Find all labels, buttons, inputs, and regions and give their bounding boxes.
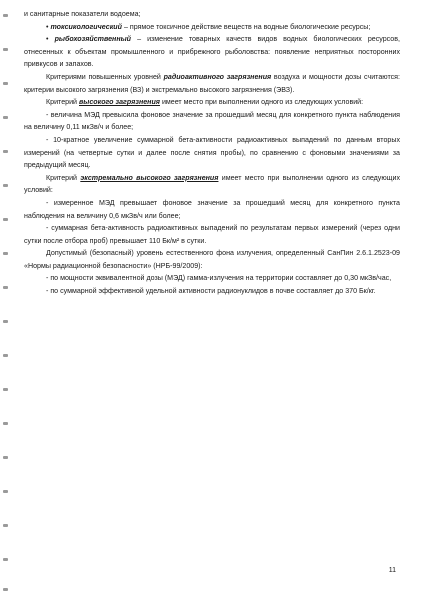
ext-intro <box>24 172 400 197</box>
permissible-1: - по мощности эквивалентной дозы (МЭД) гамма-излучения на территории составляет до 0,30 мкЗв/час, <box>46 274 392 283</box>
permissible-2: - по суммарной эффективной удельной активности радионуклидов в почве составляет до 370 Бк/кг. <box>46 287 376 296</box>
high-intro-post: имеет место при выполнении одного из следующих условий: <box>159 98 364 107</box>
ext-cond-2: - суммарная бета-активность радиоактивных выпадений по результатам первых измерений (через одни сутки после отбора проб) превышает 110 Бк/м² в сутки. <box>24 224 400 245</box>
line-top: и санитарные показатели водоема; <box>24 10 141 18</box>
bullet: • <box>46 35 49 44</box>
fish-text: – изменение товарных качеств видов водных биологических ресурсов, отнесенных к объектам промышленного и прибрежного рыболовства: появление неприятных посторонних привкусов и запахов. <box>24 35 400 69</box>
ext-intro-post: имеет место при выполнении одного из следующих условий: <box>24 173 400 195</box>
ext-intro-pre: Критерий <box>46 173 81 182</box>
binding-holes <box>0 0 12 600</box>
bullet: • <box>46 22 49 31</box>
term-extreme: экстремально высокого загрязнения <box>80 173 219 182</box>
radio-intro-pre: Критериями повышенных уровней <box>46 72 164 81</box>
page-number: 11 <box>388 567 396 574</box>
fish-item <box>24 33 400 71</box>
high-cond-1: - величина МЭД превысила фоновое значение за прошедший месяц для конкретного пункта наблюдения на величину 0,11 мкЗв/ч и более; <box>24 110 400 132</box>
toxic-text: – прямое токсичное действие веществ на водные биологические ресурсы; <box>121 22 371 31</box>
term-toxic: токсикологический <box>50 22 122 31</box>
toxic-item <box>24 21 400 34</box>
term-fish: рыбохозяйственный <box>54 35 131 44</box>
document-body <box>24 8 400 298</box>
radio-intro-post: воздуха и мощности дозы считаются: критерии высокого загрязнения (ВЗ) и экстремально высокого загрязнения (ЭВЗ). <box>24 72 400 94</box>
radio-intro <box>24 71 400 96</box>
high-intro-pre: Критерий <box>46 98 79 107</box>
permissible-level: Допустимый (безопасный) уровень естественного фона излучения, определенный СанПин 2.6.1.2523-09 «Нормы радиационной безопасности» (НРБ-99/2009): <box>24 249 400 270</box>
term-high: высокого загрязнения <box>79 98 160 107</box>
high-cond-2: - 10-кратное увеличение суммарной бета-активности радиоактивных выпадений по данным вторых измерений (на четвертые сутки и далее после снятия пробы), по сравнению с фоновыми значениями за предыдущий месяц. <box>24 135 400 170</box>
ext-cond-1: - измеренное МЭД превышает фоновое значение за прошедший месяц для конкретного пункта наблюдения на величину 0,6 мкЗв/ч или более; <box>24 198 400 220</box>
term-radio: радиоактивного загрязнения <box>163 72 272 81</box>
high-intro <box>24 96 400 109</box>
